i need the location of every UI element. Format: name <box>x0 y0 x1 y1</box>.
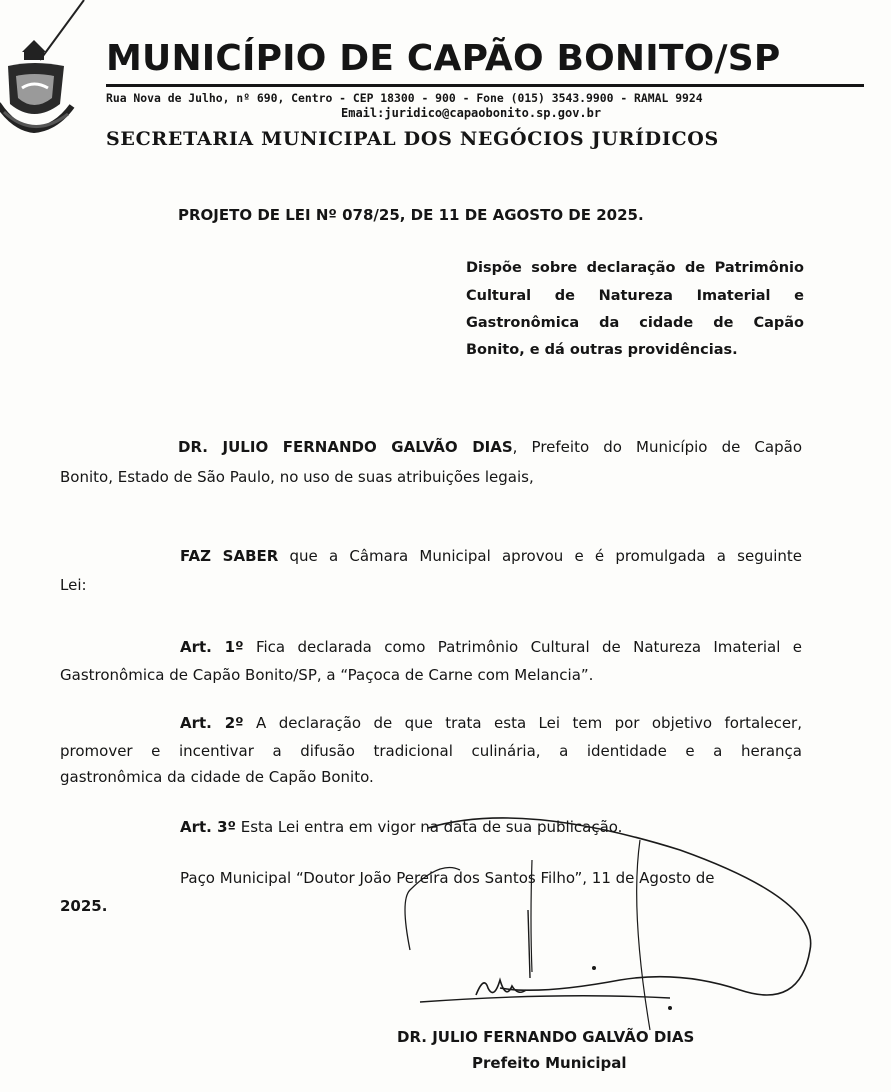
email-line: Email:juridico@capaobonito.sp.gov.br <box>341 106 602 120</box>
ementa-line: Cultural de Natureza Imaterial e <box>466 288 804 304</box>
art2-label: Art. 2º <box>180 714 244 732</box>
art1-line1: Art. 1º Fica declarada como Patrimônio Cultural de Natureza Imaterial e <box>180 638 803 656</box>
ementa-line: Bonito, e dá outras providências. <box>466 342 738 358</box>
art1-label: Art. 1º <box>180 638 244 656</box>
mayor-intro-line2: Bonito, Estado de São Paulo, no uso de suas atribuições legais, <box>60 468 534 486</box>
mayor-name: DR. JULIO FERNANDO GALVÃO DIAS <box>178 438 513 456</box>
ementa-line: Dispõe sobre declaração de Patrimônio <box>466 260 804 276</box>
enactment-line2: Lei: <box>60 576 87 594</box>
closing-line1: Paço Municipal “Doutor João Pereira dos Santos Filho”, 11 de Agosto de <box>180 869 715 887</box>
art2-line3: gastronômica da cidade de Capão Bonito. <box>60 768 374 786</box>
ementa-line: Gastronômica da cidade de Capão <box>466 315 804 331</box>
coat-of-arms-icon <box>0 32 80 142</box>
handwritten-signature <box>380 800 840 1050</box>
art3-line: Art. 3º Esta Lei entra em vigor na data de sua publicação. <box>180 818 623 836</box>
department-title: SECRETARIA MUNICIPAL DOS NEGÓCIOS JURÍDICOS <box>106 128 719 150</box>
address-line: Rua Nova de Julho, nº 690, Centro - CEP 18300 - 900 - Fone (015) 3543.9900 - RAMAL 9924 <box>106 91 703 105</box>
mayor-intro-line1: DR. JULIO FERNANDO GALVÃO DIAS, Prefeito do Município de Capão <box>178 438 802 456</box>
bill-heading: PROJETO DE LEI Nº 078/25, DE 11 DE AGOSTO DE 2025. <box>178 206 644 224</box>
signatory-role: Prefeito Municipal <box>472 1054 627 1072</box>
title-underline <box>106 84 864 87</box>
signatory-name: DR. JULIO FERNANDO GALVÃO DIAS <box>397 1028 695 1046</box>
faz-saber: FAZ SABER <box>180 547 279 565</box>
art3-label: Art. 3º <box>180 818 236 836</box>
closing-line2: 2025. <box>60 897 108 915</box>
enactment-line1: FAZ SABER que a Câmara Municipal aprovou e é promulgada a seguinte <box>180 547 803 565</box>
municipality-title: MUNICÍPIO DE CAPÃO BONITO/SP <box>106 38 781 79</box>
art2-line2: promover e incentivar a difusão tradicional culinária, a identidade e a herança <box>60 742 802 760</box>
art2-line1: Art. 2º A declaração de que trata esta Lei tem por objetivo fortalecer, <box>180 714 802 732</box>
art1-line2: Gastronômica de Capão Bonito/SP, a “Paçoca de Carne com Melancia”. <box>60 666 594 684</box>
